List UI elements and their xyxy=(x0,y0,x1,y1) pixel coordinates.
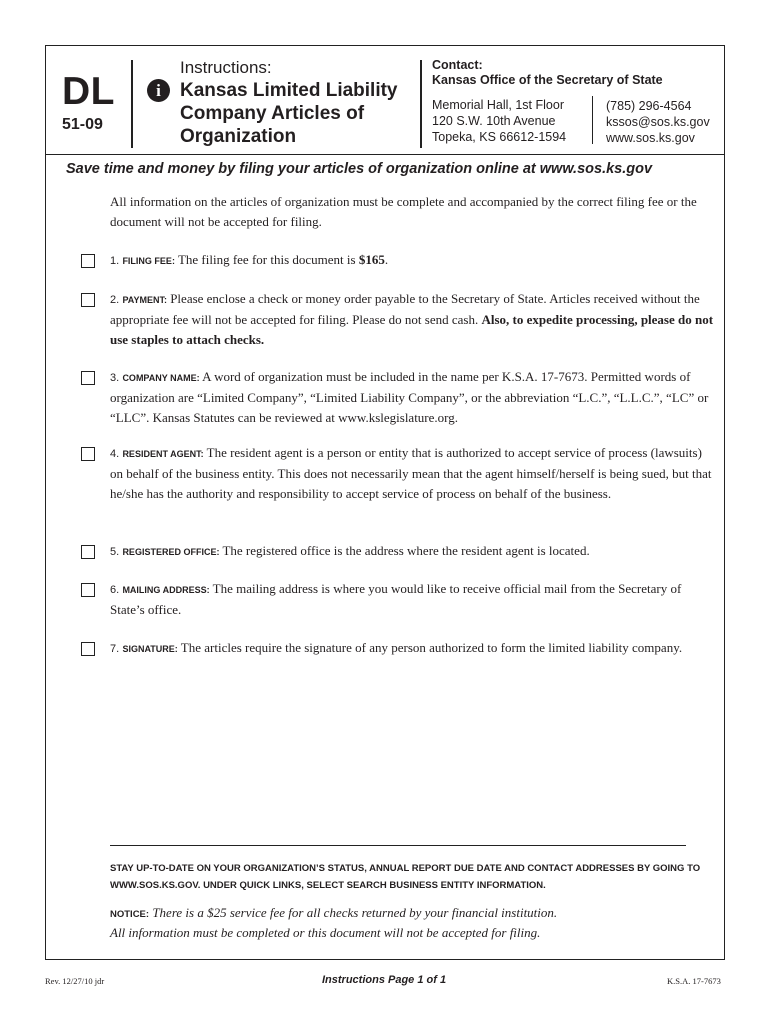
contact-label: Contact: xyxy=(432,58,483,72)
checkbox-payment[interactable] xyxy=(81,293,95,307)
notice-block xyxy=(110,904,710,942)
notice-line: All information must be completed or this document will not be accepted for filing. xyxy=(110,925,541,940)
online-filing-banner: Save time and money by filing your articles of organization online at www.sos.ks.gov xyxy=(66,161,653,177)
item-text: The filing fee for this document is xyxy=(177,252,359,267)
checkbox-company-name[interactable] xyxy=(81,371,95,385)
contact-phone[interactable]: (785) 296-4564 xyxy=(606,99,692,113)
contact-separator xyxy=(592,96,593,144)
form-number: 51-09 xyxy=(62,116,103,133)
address-line: 120 S.W. 10th Avenue xyxy=(432,114,556,128)
contact-office: Kansas Office of the Secretary of State xyxy=(432,73,663,87)
contact-details xyxy=(606,98,710,146)
header-separator xyxy=(420,60,422,148)
notice-line: There is a $25 service fee for all checks returned by your financial institution. xyxy=(152,905,558,920)
item-label: REGISTERED OFFICE: xyxy=(122,547,220,557)
item-company-name: 3. COMPANY NAME: A word of organization must be included in the name per K.S.A. 17-7673. Permitted words of organization are “Limited Company”, “Limited Liability Company”, or the abbreviation “L.C.”, “L.L.C.”, “LC” or “LLC”. Kansas Statutes can be reviewed at www.kslegislature.org. xyxy=(110,369,709,425)
item-label: FILING FEE: xyxy=(122,256,175,266)
item-label: MAILING ADDRESS: xyxy=(122,585,210,595)
checkbox-resident-agent[interactable] xyxy=(81,447,95,461)
header-separator xyxy=(131,60,133,148)
contact-address xyxy=(432,97,566,145)
form-code: DL xyxy=(62,70,115,113)
notice-label: NOTICE: xyxy=(110,909,150,920)
item-text: The resident agent is a person or entity that is authorized to accept service of process (lawsuits) on behalf of the business entity. This does not necessarily mean that the agent himself/herself is being sued, but that he/she has the authority and responsibility to accept service of process on behalf of the business. xyxy=(110,445,712,501)
item-bold-text: Also, to expedite processing, please do not use staples to attach checks. xyxy=(110,312,714,347)
revision-date: Rev. 12/27/10 jdr xyxy=(45,976,105,986)
item-label: SIGNATURE: xyxy=(122,644,178,654)
item-mailing-address: 6. MAILING ADDRESS: The mailing address is where you would like to receive official mail from the Secretary of State’s office. xyxy=(110,581,682,617)
item-label: PAYMENT: xyxy=(122,295,167,305)
checkbox-signature[interactable] xyxy=(81,642,95,656)
item-text: Please enclose a check or money order payable to the Secretary of State. Articles received without the appropriate fee will not be accepted for filing. Please do not send cash. xyxy=(110,291,700,327)
intro-paragraph: All information on the articles of organization must be complete and accompanied by the correct filing fee or the document will not be accepted for filing. xyxy=(110,194,697,229)
item-resident-agent: 4. RESIDENT AGENT: The resident agent is a person or entity that is authorized to accept service of process (lawsuits) on behalf of the business entity. This does not necessarily mean that the agent himself/herself is being sued, but that he/she has the authority and responsibility to accept service of process on behalf of the business. xyxy=(110,445,712,501)
item-bold-text: $165 xyxy=(358,252,385,267)
item-signature: 7. SIGNATURE: The articles require the signature of any person authorized to form the limited liability company. xyxy=(110,640,683,655)
checkbox-filing-fee[interactable] xyxy=(81,254,95,268)
item-filing-fee: 1. FILING FEE: The filing fee for this document is $165. xyxy=(110,252,389,267)
item-label: RESIDENT AGENT: xyxy=(122,449,204,459)
address-line: Topeka, KS 66612-1594 xyxy=(432,130,567,144)
divider-line xyxy=(110,845,686,846)
page-indicator: Instructions Page 1 of 1 xyxy=(322,974,447,986)
checkbox-mailing-address[interactable] xyxy=(81,583,95,597)
contact-website[interactable]: www.sos.ks.gov xyxy=(606,131,695,145)
info-icon: i xyxy=(147,79,170,102)
statute-reference: K.S.A. 17-7673 xyxy=(667,976,721,986)
item-payment: 2. PAYMENT: Please enclose a check or money order payable to the Secretary of State. Articles received without the appropriate fee will not be accepted for filing. Please do not send cash. Also, to expedite processing, please do not use staples to attach checks. xyxy=(110,291,714,347)
header-divider xyxy=(45,154,725,155)
item-text: A word of organization must be included in the name per K.S.A. 17-7673. Permitted words of organization are “Limited Company”, “Limited Liability Company”, or the abbreviation “L.C.”, “L.L.C.”, “LC” or “LLC”. Kansas Statutes can be reviewed at www.kslegislature.org. xyxy=(110,369,709,425)
address-line: Memorial Hall, 1st Floor xyxy=(432,98,564,112)
item-text: The mailing address is where you would like to receive official mail from the Secretary of State’s office. xyxy=(110,581,682,617)
contact-email[interactable]: kssos@sos.ks.gov xyxy=(606,115,710,129)
instructions-label: Instructions: xyxy=(180,58,272,77)
checkbox-registered-office[interactable] xyxy=(81,545,95,559)
contact-heading xyxy=(432,58,663,88)
item-text: The articles require the signature of any person authorized to form the limited liability company. xyxy=(180,640,683,655)
item-label: COMPANY NAME: xyxy=(122,373,200,383)
item-registered-office: 5. REGISTERED OFFICE: The registered office is the address where the resident agent is located. xyxy=(110,543,590,558)
item-text: The registered office is the address where the resident agent is located. xyxy=(222,543,590,558)
page-title: Kansas Limited Liability Company Articles of Organization xyxy=(180,80,398,147)
stay-updated-notice: STAY UP-TO-DATE ON YOUR ORGANIZATION’S STATUS, ANNUAL REPORT DUE DATE AND CONTACT ADDRESSES BY GOING TO WWW.SOS.KS.GOV. UNDER QUICK LINKS, SELECT SEARCH BUSINESS ENTITY INFORMATION. xyxy=(110,863,701,891)
